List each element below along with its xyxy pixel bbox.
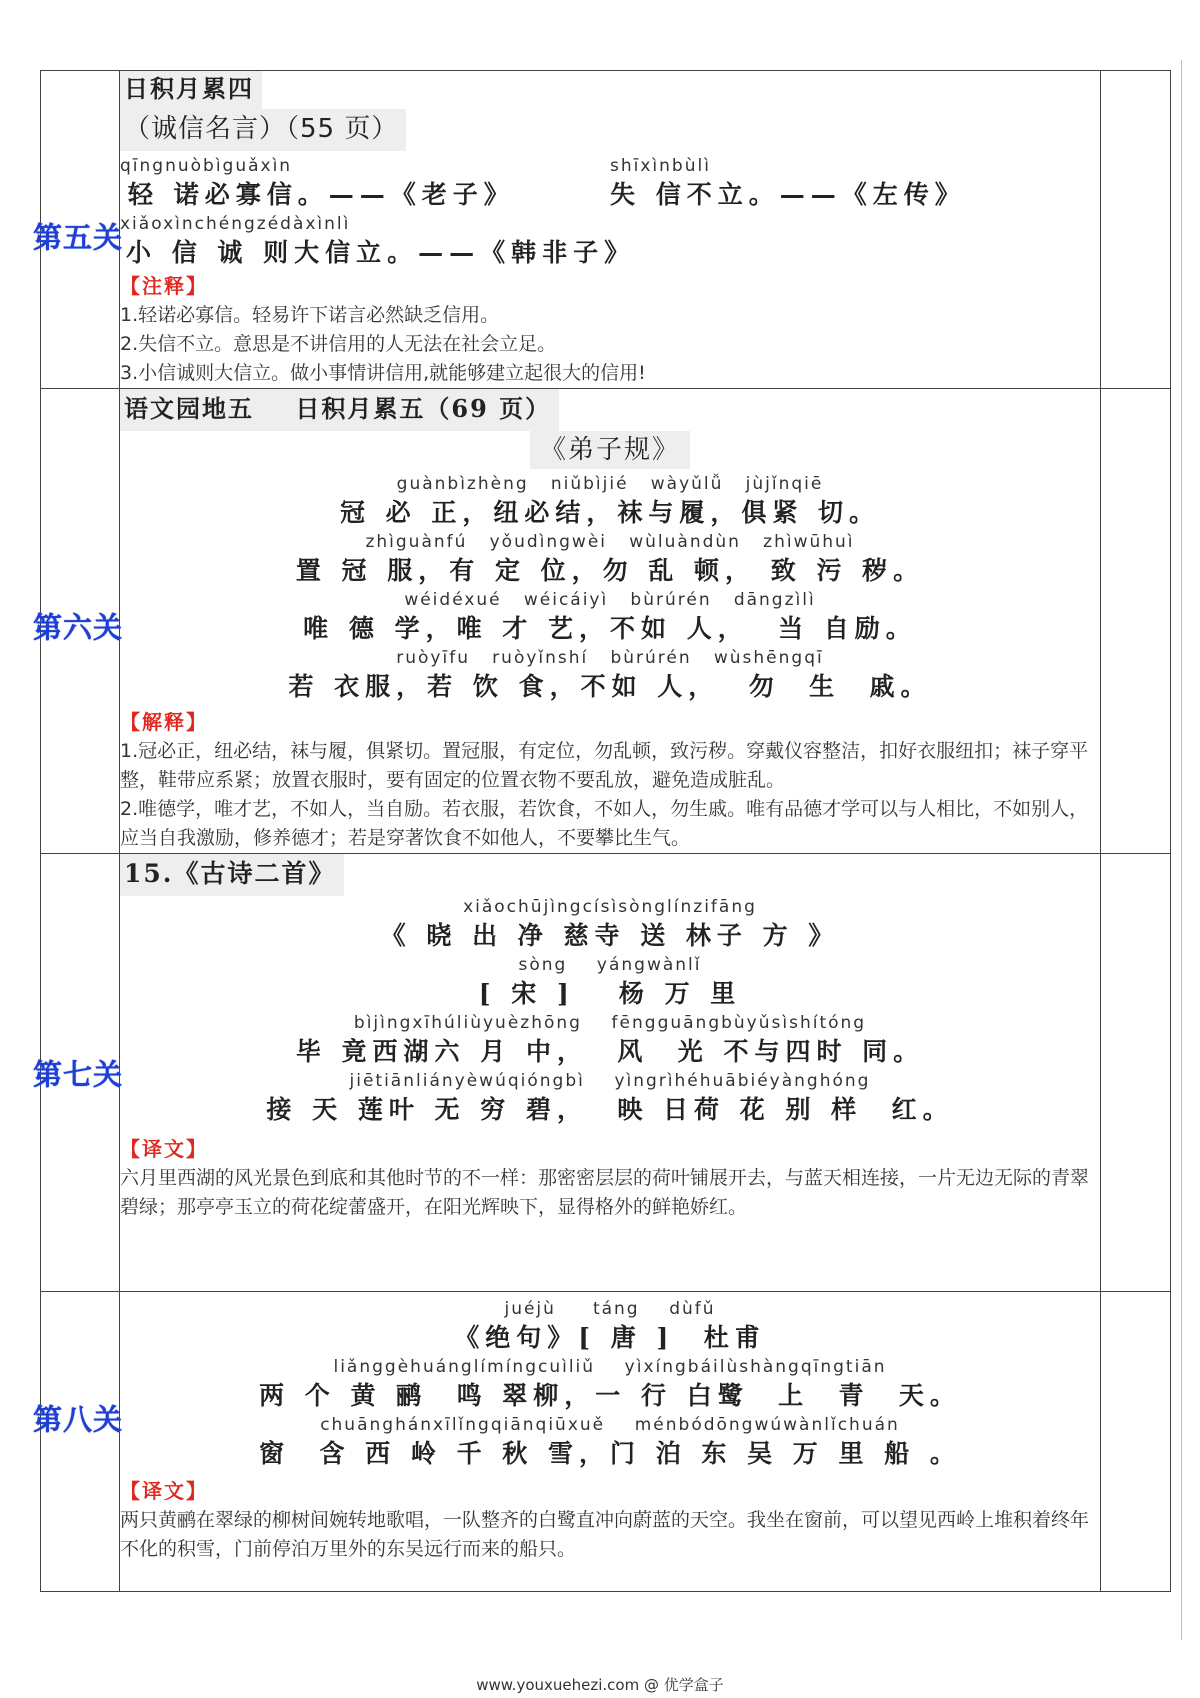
pinyin: xiǎoxìnchéngzédàxìnlì [120, 214, 351, 234]
hanzi-line: 唯 德 学，唯 才 艺，不如 人， 当 自励。 [303, 614, 917, 643]
hanzi-line: 轻 诺必寡信。——《老子》 [128, 180, 515, 209]
pinyin: shīxìnbùlì [610, 156, 711, 176]
note-tag: 【解释】 [120, 710, 208, 734]
pinyin: chuānghánxīlǐngqiānqiūxuě ménbódōngwúwànlǐchuán [320, 1415, 900, 1435]
level-cell [33, 1292, 124, 1592]
pinyin: zhìguànfú yǒudìngwèi wùluàndùn zhìwūhuì [365, 532, 855, 552]
note-tag: 【译文】 [120, 1479, 208, 1503]
section-title: 日积月累四 [120, 71, 262, 109]
section-title: 15.《古诗二首》 [120, 854, 344, 896]
margin-cell [1101, 71, 1171, 389]
pinyin: juéjù táng dùfǔ [504, 1299, 716, 1319]
pinyin: sòng yángwànlǐ [518, 955, 702, 975]
level-label: 第五关 [33, 220, 124, 255]
pinyin: jiētiānliányèwúqióngbì yìngrìhéhuābiéyànghóng [349, 1071, 871, 1091]
note-line: 3.小信诚则大信立。做小事情讲信用,就能够建立起很大的信用! [120, 362, 646, 384]
note-line: 六月里西湖的风光景色到底和其他时节的不一样：那密密层层的荷叶铺展开去，与蓝天相连接，一片无边无际的青翠碧绿；那亭亭玉立的荷花绽蕾盛开，在阳光辉映下，显得格外的鲜艳娇红。 [120, 1167, 1090, 1218]
pinyin: guànbìzhèng niǔbìjié wàyǔlǚ jùjǐnqiē [396, 474, 824, 494]
note-tag: 【译文】 [120, 1137, 208, 1161]
poem-author: [ 宋 ] 杨 万 里 [478, 979, 742, 1008]
hanzi-line: 毕 竟西湖六 月 中， 风 光 不与四时 同。 [295, 1037, 925, 1066]
note-line: 2.失信不立。意思是不讲信用的人无法在社会立足。 [120, 333, 557, 355]
section-title: 语文园地五 日积月累五（69 页） [120, 389, 559, 431]
poem-title: 《绝句》[ 唐 ] 杜甫 [454, 1323, 766, 1352]
level-label: 第八关 [33, 1402, 124, 1437]
poem-title: 《 晓 出 净 慈寺 送 林子 方 》 [380, 921, 840, 950]
pinyin: xiǎochūjìngcísìsònglínzifāng [463, 897, 757, 917]
margin-rule [1181, 60, 1182, 1640]
section-subtitle: （诚信名言）（55 页） [120, 109, 406, 151]
level-label: 第七关 [33, 1057, 124, 1091]
book-title-wrap [120, 431, 1100, 469]
pinyin: qīngnuòbìguǎxìn [120, 156, 293, 176]
note-line: 两只黄鹂在翠绿的柳树间婉转地歌唱，一队整齐的白鹭直冲向蔚蓝的天空。我坐在窗前，可以望见西岭上堆积着终年不化的积雪，门前停泊万里外的东吴远行而来的船只。 [120, 1509, 1090, 1560]
section-row [41, 71, 1171, 389]
content-cell [120, 71, 1101, 389]
quote-right [610, 155, 1100, 213]
pinyin: wéidéxué wéicáiyì bùrúrén dāngzìlì [404, 590, 816, 610]
lesson-table [33, 70, 1171, 1592]
poem-block [120, 896, 1100, 1128]
level-cell [33, 854, 124, 1292]
note-line: 1.轻诺必寡信。轻易许下诺言必然缺乏信用。 [120, 304, 500, 326]
hanzi-line: 失 信不立。——《左传》 [610, 180, 966, 209]
content-cell [120, 854, 1101, 1292]
pinyin: bìjìngxīhúliùyuèzhōng fēngguāngbùyǔsìshítóng [353, 1013, 867, 1033]
poem-block [120, 1298, 1100, 1472]
hanzi-line: 两 个 黄 鹂 鸣 翠柳，一 行 白鹭 上 青 天。 [259, 1381, 961, 1410]
level-cell [33, 71, 124, 389]
hanzi-line: 接 天 莲叶 无 穷 碧， 映 日荷 花 别 样 红。 [266, 1095, 954, 1124]
note-line: 1.冠必正，纽必结，袜与履，俱紧切。置冠服，有定位，勿乱顿，致污秽。穿戴仪容整洁，扣好衣服纽扣；袜子穿平整，鞋带应系紧；放置衣服时，要有固定的位置衣物不要乱放，避免造成脏乱。 [120, 740, 1089, 791]
quote-left [120, 155, 610, 213]
margin-cell [1101, 1292, 1171, 1592]
hanzi-line: 置 冠 服，有 定 位，勿 乱 顿， 致 污 秽。 [295, 556, 925, 585]
footer-watermark: www.youxuehezi.com @ 优学盒子 [476, 1676, 724, 1694]
note-tag: 【注释】 [120, 274, 208, 298]
level-cell [33, 389, 124, 854]
hanzi-line: 冠 必 正，纽必结，袜与履，俱紧 切。 [339, 498, 881, 527]
section-row [41, 1292, 1171, 1592]
section-row [41, 389, 1171, 854]
hanzi-line: 窗 含 西 岭 千 秋 雪，门 泊 东 吴 万 里 船 。 [259, 1439, 961, 1468]
hanzi-line: 小 信 诚 则大信立。——《韩非子》 [126, 238, 636, 267]
content-cell [120, 389, 1101, 854]
quote-pair [120, 155, 1100, 213]
pinyin: ruòyīfu ruòyǐnshí bùrúrén wùshēngqī [396, 648, 824, 668]
section-row [41, 854, 1171, 1292]
content-cell [120, 1292, 1101, 1592]
pinyin: liǎnggèhuánglímíngcuìliǔ yìxíngbáilùshàngqīngtiān [333, 1357, 887, 1377]
note-line: 2.唯德学，唯才艺，不如人，当自励。若衣服，若饮食，不如人，勿生戚。唯有品德才学可以与人相比，不如别人，应当自我激励，修养德才；若是穿著饮食不如他人，不要攀比生气。 [120, 798, 1089, 849]
book-title: 《弟子规》 [530, 431, 690, 469]
margin-cell [1101, 389, 1171, 854]
verse-block [120, 473, 1100, 705]
level-label: 第六关 [33, 610, 124, 645]
hanzi-line: 若 衣服，若 饮 食，不如 人， 勿 生 戚。 [288, 672, 932, 701]
margin-cell [1101, 854, 1171, 1292]
